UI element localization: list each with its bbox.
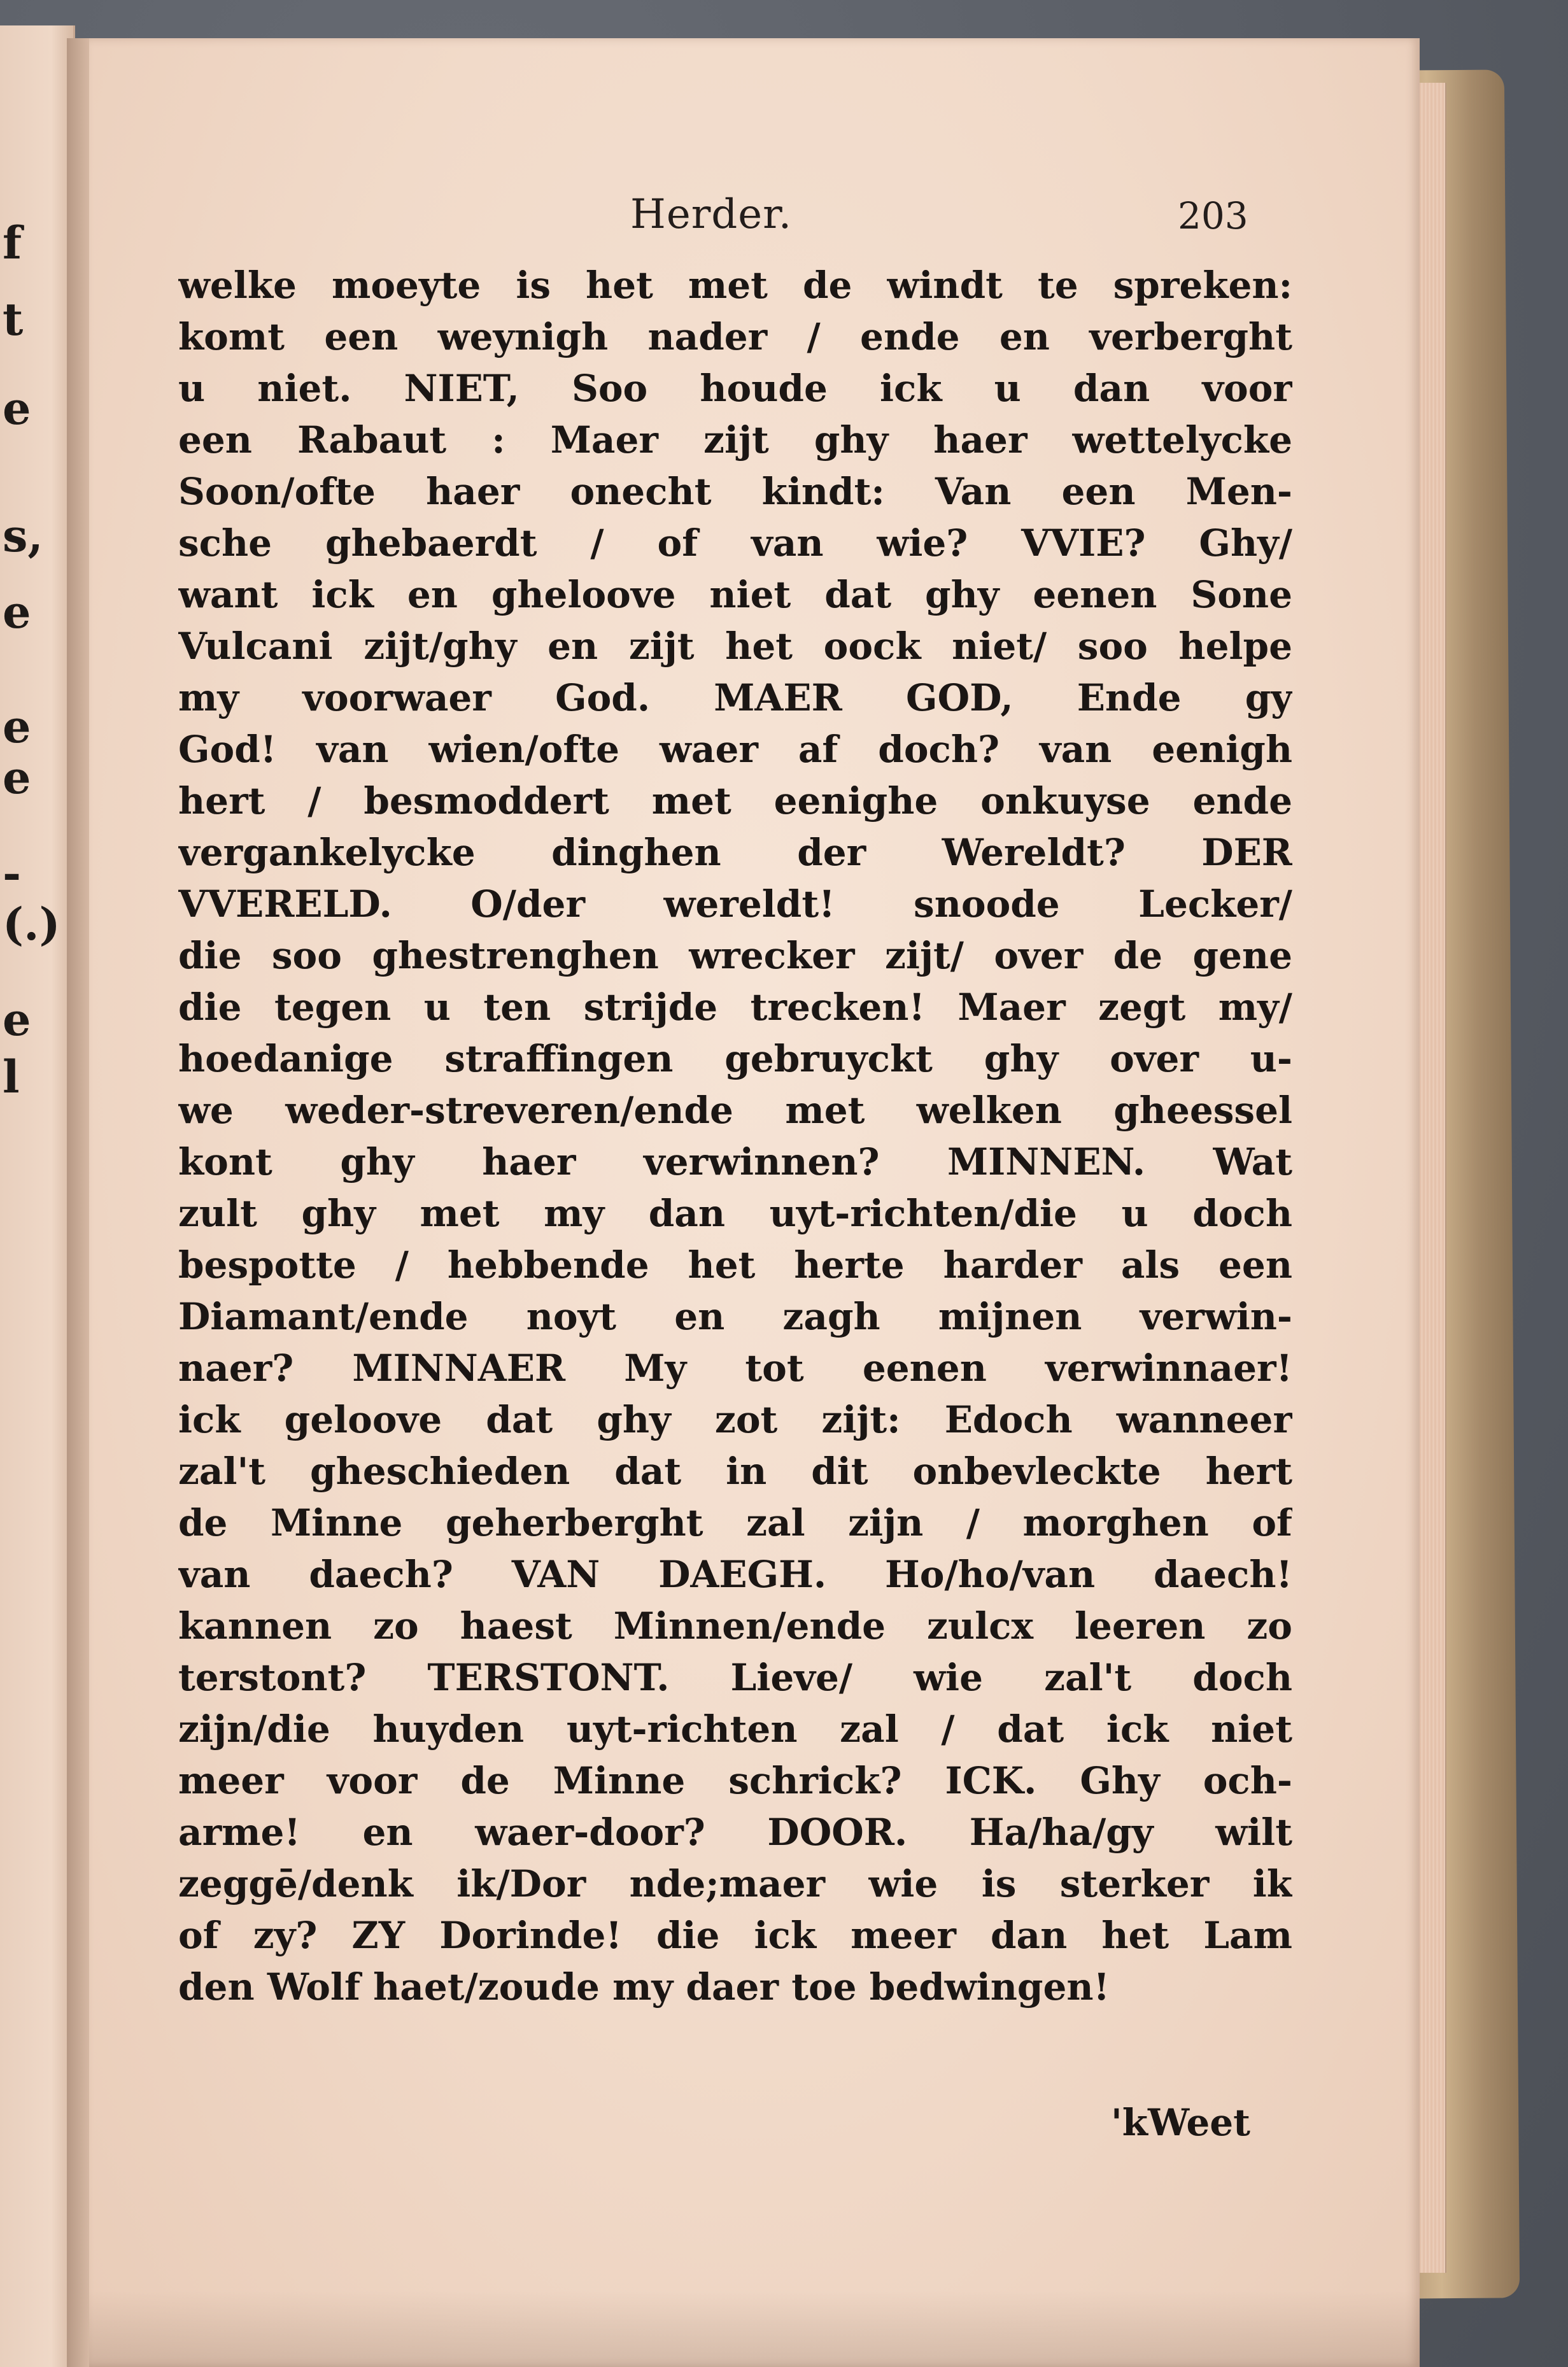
text-line: sche ghebaerdt / of van wie? VVIE? Ghy/ xyxy=(178,521,1292,565)
text-line: Soon/ofte haer onecht kindt: Van een Men- xyxy=(178,470,1292,513)
text-line: my voorwaer God. MAER GOD, Ende gy xyxy=(178,676,1292,719)
text-line: vergankelycke dinghen der Wereldt? DER xyxy=(178,831,1292,874)
text-line: zijn/die huyden uyt-richten zal / dat ick niet xyxy=(178,1707,1292,1751)
text-line: een Rabaut : Maer zijt ghy haer wettelycke xyxy=(178,418,1292,462)
text-line: die soo ghestrenghen wrecker zijt/ over de gene xyxy=(178,934,1292,977)
text-line: van daech? VAN DAEGH. Ho/ho/van daech! xyxy=(178,1553,1292,1596)
left-page-fragment: f xyxy=(3,216,22,269)
text-line: die tegen u ten strijde trecken! Maer zegt my/ xyxy=(178,986,1292,1029)
text-line: VVERELD. O/der wereldt! snoode Lecker/ xyxy=(178,882,1292,926)
left-page xyxy=(0,25,75,2367)
text-line: hoedanige straffingen gebruyckt ghy over u- xyxy=(178,1037,1292,1080)
text-line: kannen zo haest Minnen/ende zulcx leeren zo xyxy=(178,1604,1292,1648)
left-page-fragment: e xyxy=(3,586,31,639)
left-page-fragment: s, xyxy=(3,509,43,562)
left-page-fragment: e xyxy=(3,700,31,753)
text-line: zeggē/denk ik/Dor nde;maer wie is sterker ik xyxy=(178,1862,1292,1905)
text-line: naer? MINNAER My tot eenen verwinnaer! xyxy=(178,1346,1292,1390)
text-line: komt een weynigh nader / ende en verberght xyxy=(178,315,1292,358)
text-line: kont ghy haer verwinnen? MINNEN. Wat xyxy=(178,1140,1292,1184)
text-line: zult ghy met my dan uyt-richten/die u doch xyxy=(178,1192,1292,1235)
text-line: meer voor de Minne schrick? ICK. Ghy och- xyxy=(178,1759,1292,1802)
text-line: bespotte / hebbende het herte harder als een xyxy=(178,1243,1292,1287)
text-line: Vulcani zijt/ghy en zijt het oock niet/ soo helpe xyxy=(178,625,1292,668)
left-page-fragment: - xyxy=(3,847,22,900)
text-line: zal't gheschieden dat in dit onbevleckte hert xyxy=(178,1450,1292,1493)
text-line: want ick en gheloove niet dat ghy eenen Sone xyxy=(178,573,1292,616)
left-page-fragment: e xyxy=(3,382,31,435)
text-line: welke moeyte is het met de windt te spreken: xyxy=(178,264,1292,307)
left-page-fragment: e xyxy=(3,751,31,804)
text-line: we weder-streveren/ende met welken gheessel xyxy=(178,1089,1292,1132)
page-number: 203 xyxy=(1178,194,1248,237)
text-line: ick geloove dat ghy zot zijt: Edoch wanneer xyxy=(178,1398,1292,1441)
text-line: God! van wien/ofte waer af doch? van eenigh xyxy=(178,728,1292,771)
text-line: of zy? ZY Dorinde! die ick meer dan het Lam xyxy=(178,1914,1292,1957)
left-page-fragment: t xyxy=(3,293,24,346)
running-head: Herder. xyxy=(630,191,793,238)
text-line: de Minne geherberght zal zijn / morghen of xyxy=(178,1501,1292,1544)
left-page-fragment: e xyxy=(3,993,31,1046)
text-line: hert / besmoddert met eenighe onkuyse ende xyxy=(178,779,1292,823)
text-line: den Wolf haet/zoude my daer toe bedwingen! xyxy=(178,1965,1110,2009)
text-line: arme! en waer-door? DOOR. Ha/ha/gy wilt xyxy=(178,1811,1292,1854)
left-page-fragment: (.) xyxy=(3,898,60,950)
left-page-fragment: l xyxy=(3,1050,20,1103)
catchword: 'kWeet xyxy=(1111,2101,1250,2144)
text-line: Diamant/ende noyt en zagh mijnen verwin- xyxy=(178,1295,1292,1338)
text-line: u niet. NIET, Soo houde ick u dan voor xyxy=(178,367,1292,410)
page-shadow xyxy=(89,2291,1420,2367)
body-text xyxy=(178,260,1292,2013)
text-line: terstont? TERSTONT. Lieve/ wie zal't doch xyxy=(178,1656,1292,1699)
